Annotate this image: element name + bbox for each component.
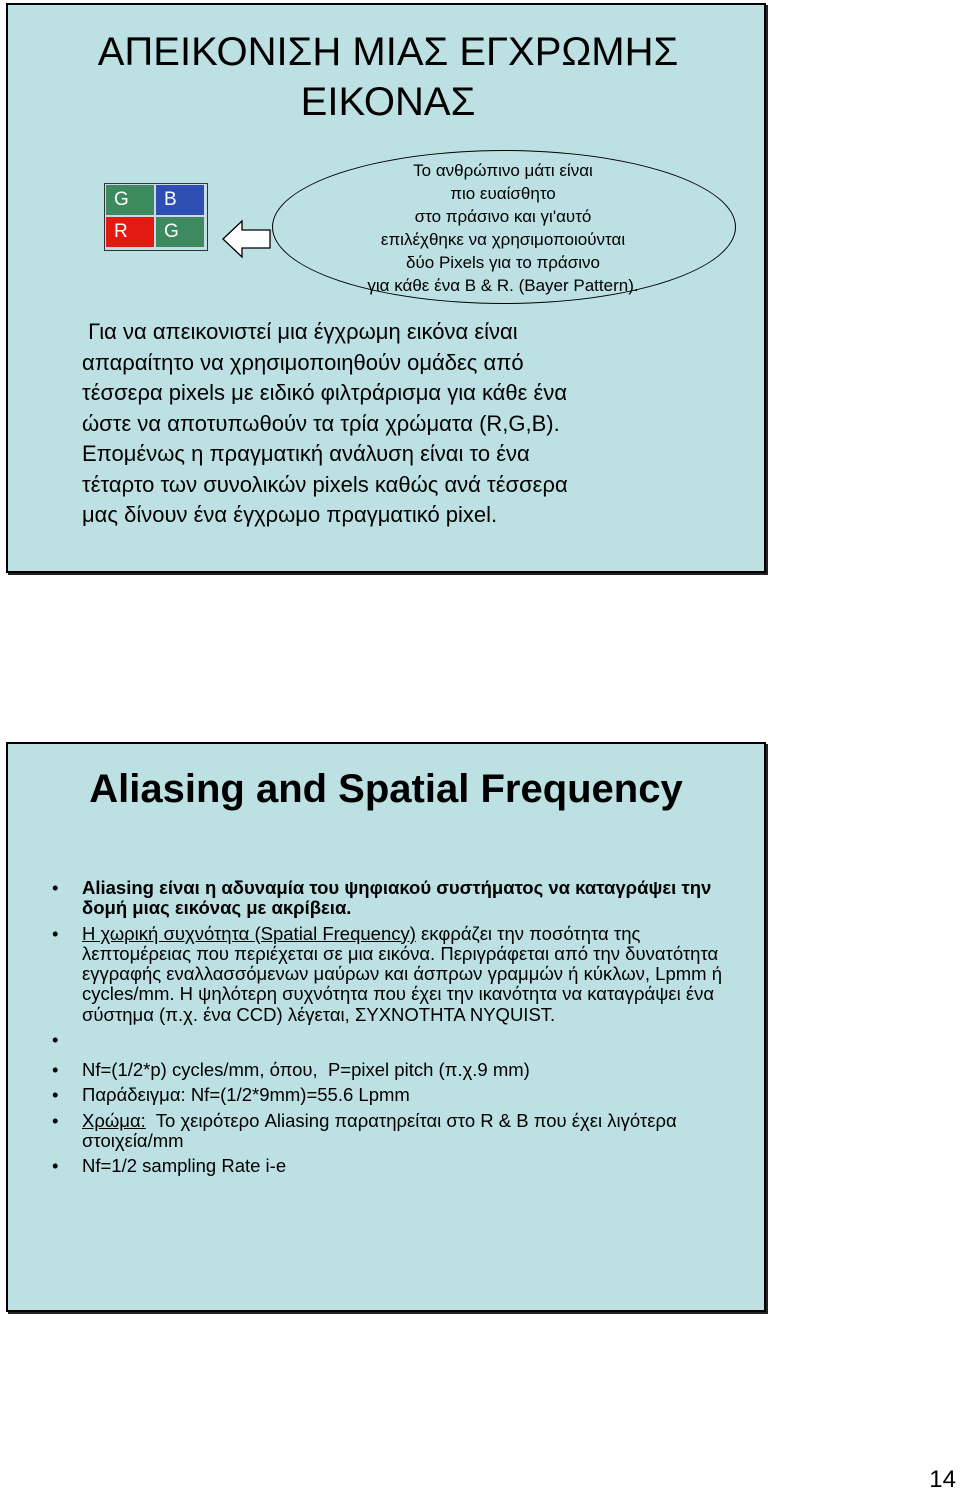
grid-cell-b: B <box>155 184 205 216</box>
bullet-item-empty <box>50 1030 730 1050</box>
bullet-item <box>50 1156 730 1176</box>
bullet-text: Παράδειγμα: Nf=(1/2*9mm)=55.6 Lpmm <box>82 1084 410 1106</box>
body-line: μας δίνουν ένα έγχρωμο πραγματικό pixel. <box>82 502 498 527</box>
bullet-text: Nf=1/2 sampling Rate i-e <box>82 1155 287 1177</box>
grid-cell-r: R <box>105 216 155 248</box>
bullet-item <box>50 924 730 1025</box>
slide-aliasing <box>6 742 766 1312</box>
bullet-item <box>50 878 730 919</box>
body-line: τέταρτο των συνολικών pixels καθώς ανά τέσσερα <box>82 471 568 497</box>
callout-line: για κάθε ένα B & R. (Bayer Pattern). <box>367 276 639 295</box>
grid-cell-g-top: G <box>105 184 155 216</box>
page-number: 14 <box>929 1466 956 1493</box>
callout-line: Το ανθρώπινο μάτι είναι <box>413 161 593 180</box>
bullet-text: Nf=(1/2*p) cycles/mm, όπου, P=pixel pitch (π.χ.9 mm) <box>82 1059 530 1081</box>
body-line: τέσσερα pixels με ειδικό φιλτράρισμα για κάθε ένα <box>82 380 568 405</box>
slide-body-text <box>82 317 742 531</box>
body-line: απαραίτητο να χρησιμοποιηθούν ομάδες από <box>82 349 524 375</box>
underlined-term: Η χωρική συχνότητα (Spatial Frequency) <box>82 922 416 944</box>
callout-line: πιο ευαίσθητο <box>450 184 556 203</box>
bullet-item <box>50 1085 730 1105</box>
slide-title: ΑΠΕΙΚΟΝΙΣΗ ΜΙΑΣ ΕΓΧΡΩΜΗΣ ΕΙΚΟΝΑΣ <box>97 30 679 124</box>
underlined-term: Χρώμα: <box>82 1109 146 1131</box>
bullet-text: εκφράζει την ποσότητα της λεπτομέρειας που περιέχεται σε μια εικόνα. Περιγράφεται από την δυνατότητα εγγραφής εναλλασσόμενων μαύρων και άσπρων γραμμών ή κύκλων, Lpmm ή cycles/mm. Η ψηλότερη συχνότητα που έχει την ικανότητα να καταγράψει ένα σύστημα (π.χ. ένα CCD) λέγεται, ΣΥΧΝΟΤΗΤΑ NYQUIST. <box>82 922 723 1025</box>
body-line: Για να απεικονιστεί μια έγχρωμη εικόνα είναι <box>82 319 518 344</box>
left-arrow-icon <box>222 219 272 259</box>
body-line: ώστε να αποτυπωθούν τα τρία χρώματα (R,G,B). <box>82 410 560 436</box>
slide-title: Aliasing and Spatial Frequency <box>89 767 683 811</box>
bullet-list <box>50 878 730 1182</box>
bullet-text: Aliasing είναι η αδυναμία του ψηφιακού συστήματος να καταγράψει την δομή μιας εικόνας με ακρίβεια. <box>82 877 712 919</box>
body-line: Επομένως η πραγματική ανάλυση είναι το ένα <box>82 441 530 466</box>
grid-cell-g-bottom: G <box>155 216 205 248</box>
callout-text <box>308 159 698 297</box>
bullet-text: Το χειρότερο Aliasing παρατηρείται στο R & B που έχει λιγότερα στοιχεία/mm <box>82 1109 682 1151</box>
slide-bayer-pattern <box>6 3 766 573</box>
bullet-item <box>50 1060 730 1080</box>
bayer-pattern-grid <box>104 183 208 251</box>
bullet-item <box>50 1111 730 1152</box>
callout-line: δύο Pixels για το πράσινο <box>406 253 600 272</box>
callout-line: επιλέχθηκε να χρησιμοποιούνται <box>380 230 626 249</box>
callout-line: στο πράσινο και γι'αυτό <box>414 207 592 226</box>
